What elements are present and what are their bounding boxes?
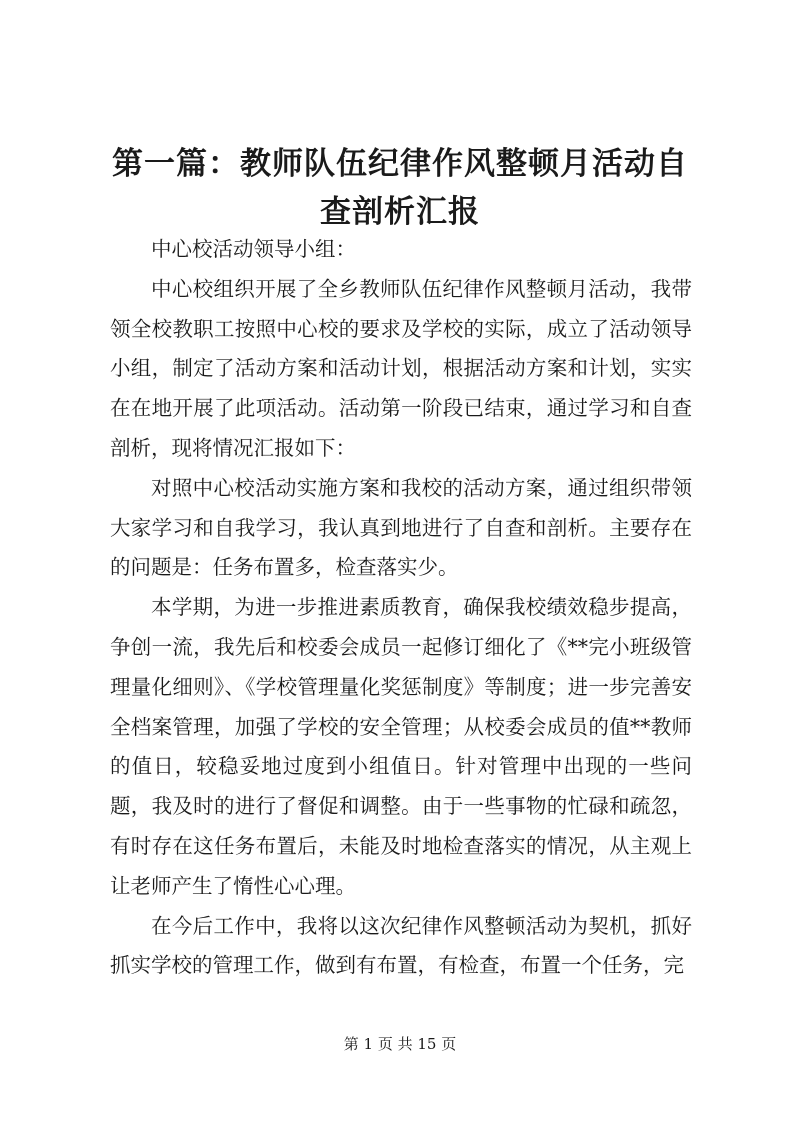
document-title: 第一篇：教师队伍纪律作风整顿月活动自查剖析汇报: [112, 146, 688, 230]
document-body: [110, 230, 692, 986]
page-number-footer: 第 1 页 共 15 页: [343, 1035, 457, 1053]
paragraph-salutation: 中心校活动领导小组：: [151, 237, 356, 261]
paragraph-introduction: 中心校组织开展了全乡教师队伍纪律作风整顿月活动，我带领全校教职工按照中心校的要求及学校的实际，成立了活动领导小组，制定了活动方案和活动计划，根据活动方案和计划，实实在在地开展了此项活动。活动第一阶段已结束，通过学习和自查剖析，现将情况汇报如下：: [110, 276, 692, 460]
paragraph-future-work: 在今后工作中，我将以这次纪律作风整顿活动为契机，抓好抓实学校的管理工作，做到有布置，有检查，布置一个任务，完: [110, 913, 692, 978]
paragraph-details: 本学期，为进一步推进素质教育，确保我校绩效稳步提高，争创一流，我先后和校委会成员一起修订细化了《**完小班级管理量化细则》、《学校管理量化奖惩制度》等制度；进一步完善安全档案管理，加强了学校的安全管理；从校委会成员的值**教师的值日，较稳妥地过度到小组值日。针对管理中出现的一些问题，我及时的进行了督促和调整。由于一些事物的忙碌和疏忽，有时存在这任务布置后，未能及时地检查落实的情况，从主观上让老师产生了惰性心心理。: [110, 595, 692, 898]
paragraph-problems: 对照中心校活动实施方案和我校的活动方案，通过组织带领大家学习和自我学习，我认真到地进行了自查和剖析。主要存在的问题是：任务布置多，检查落实少。: [110, 475, 692, 580]
